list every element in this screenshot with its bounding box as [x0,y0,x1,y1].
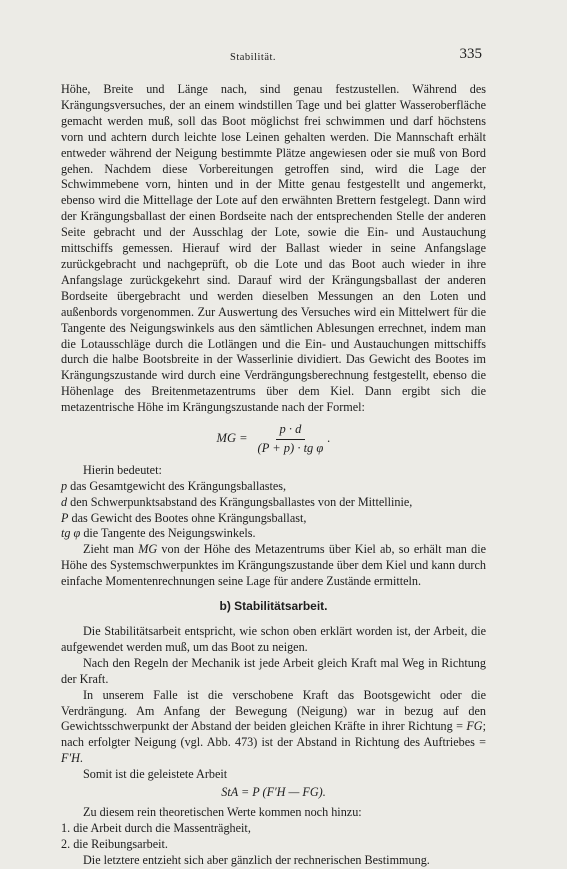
legend-item [61,495,486,511]
text-run: ; nach erfolgter Neigung (vgl. Abb. 473) ist der Abstand in Richtung des Auftriebes = [61,719,486,750]
section-title: b) Stabilitätsarbeit. [219,599,328,614]
legend-symbol: tg φ [61,526,81,541]
paragraph-hierin: Hierin bedeutet: [83,462,162,477]
paragraph-mechanik: Nach den Regeln der Mechanik ist jede Arbeit gleich Kraft mal Weg in Richtung der Kraft. [61,655,486,686]
legend-item [61,526,486,542]
legend-symbol: P [61,510,69,525]
paragraph-letztere: Die letztere entzieht sich aber gänzlich der rechnerischen Bestimmung. [83,852,430,867]
formula-metacentric-height [61,422,486,457]
symbol-fg: FG [466,719,483,734]
formula-stability-work: StA = P (F′H — FG). [221,785,326,800]
symbol-fh: F′H [61,751,80,766]
legend-text: das Gesamtgewicht des Krängungsballastes, [67,478,287,493]
list-item: 2. die Reibungsarbeit. [61,836,168,851]
legend-item [61,479,486,495]
paragraph-somit: Somit ist die geleistete Arbeit [83,767,228,782]
page-body [61,82,486,869]
legend-item [61,511,486,527]
paragraph-kraengungsversuch: Höhe, Breite und Länge nach, sind genau festzustellen. Während des Krängungsversuches, der an einem windstillen Tage und bei glatter Wasseroberfläche gemacht werden muß, soll das Boot möglichst frei schwimmen und darf höchstens vorn und achtern durch leichte lose Leinen gehalten werden. Die Mannschaft erhält entweder während der Neigung bestimmte Plätze angewiesen oder sie muß von Bord gehen. Nachdem diese Vorbereitungen getroffen sind, wird die Lage der Schwimmebene vorn, hinten und in der Mitte genau festgestellt und angemerkt, ebenso wird die Mittellage der Lote auf den erwähnten Brettern festgelegt. Dann wird der Krängungsballast der einen Bordseite nach der entsprechenden Stelle der anderen Seite gebracht und der Ausschlag der Lote, sowie die Ein- und Austauchung mittschiffs gemessen. Hierauf wird der Ballast wieder in seine Anfangslage zurückgebracht und nachgeprüft, ob die Lote und das Boot auch wieder in ihre Anfangslage zurückgekehrt sind. Darauf wird der Krängungsballast der anderen Bordseite übergebracht und werden dieselben Messungen an den Loten und außenbords vorgenommen. Zur Auswertung des Versuches wird ein Mittelwert für die Tangente des Neigungswinkels aus den sämtlichen Ablesungen errechnet, indem man die Lotausschläge durch die Lotlängen und die Ein- und Austauchungen mittschiffs durch die halbe Bootsbreite in der Wasserlinie dividiert. Das Gewicht des Bootes im Krängungszustande wird durch eine Verdrängungsberechnung festgestellt, ebenso die Höhenlage des Breitenmetazentrums über dem Kiel. Dann ergibt sich die metazentrische Höhe im Krängungszustande nach der Formel: [61,82,486,415]
legend-symbol: d [61,494,68,509]
paragraph-stabilitaetsarbeit: Die Stabilitätsarbeit entspricht, wie schon oben erklärt worden ist, der Arbeit, die aufgewendet werden muß, um das Boot zu neigen. [61,624,486,654]
text-run: In unserem Falle ist die verschobene Kraft das Bootsgewicht oder die Verdrängung. Am Anfang der Bewegung (Neigung) war in bezug auf den Gewichtsschwerpunkt der Abstand der beiden gleichen Kräfte in ihrer Richtung = [61,687,486,734]
list-item: 1. die Arbeit durch die Massenträgheit, [61,820,251,835]
legend-text: die Tangente des Neigungswinkels. [80,526,256,541]
paragraph-fall [61,688,486,768]
formula-numerator: p · d [276,422,306,440]
page-number: 335 [459,46,482,62]
page-header [0,46,567,66]
formula-lhs: MG = [216,431,248,446]
paragraph-zieht [61,542,486,590]
formula-end: . [327,431,331,446]
formula-denominator: (P + p) · tg φ [257,440,324,455]
legend-text: den Schwerpunktsabstand des Krängungsballastes von der Mittellinie, [67,494,413,509]
text-run: Zieht man [83,542,139,557]
text-run: . [79,751,83,766]
legend-symbol: p [61,478,68,493]
running-head: Stabilität. [230,52,277,63]
paragraph-zu-diesem: Zu diesem rein theoretischen Werte kommen noch hinzu: [83,804,362,819]
legend-text: das Gewicht des Bootes ohne Krängungsballast, [68,510,307,525]
formula-fraction [254,422,331,457]
text-run: von der Höhe des Metazentrums über Kiel ab, so erhält man die Höhe des Systemschwerpunktes im Krängungszustande über dem Kiel und kann durch einfache Momentenrechnungen seine Lage für andere Zustände ermitteln. [61,542,487,589]
symbol-mg: MG [138,542,158,557]
